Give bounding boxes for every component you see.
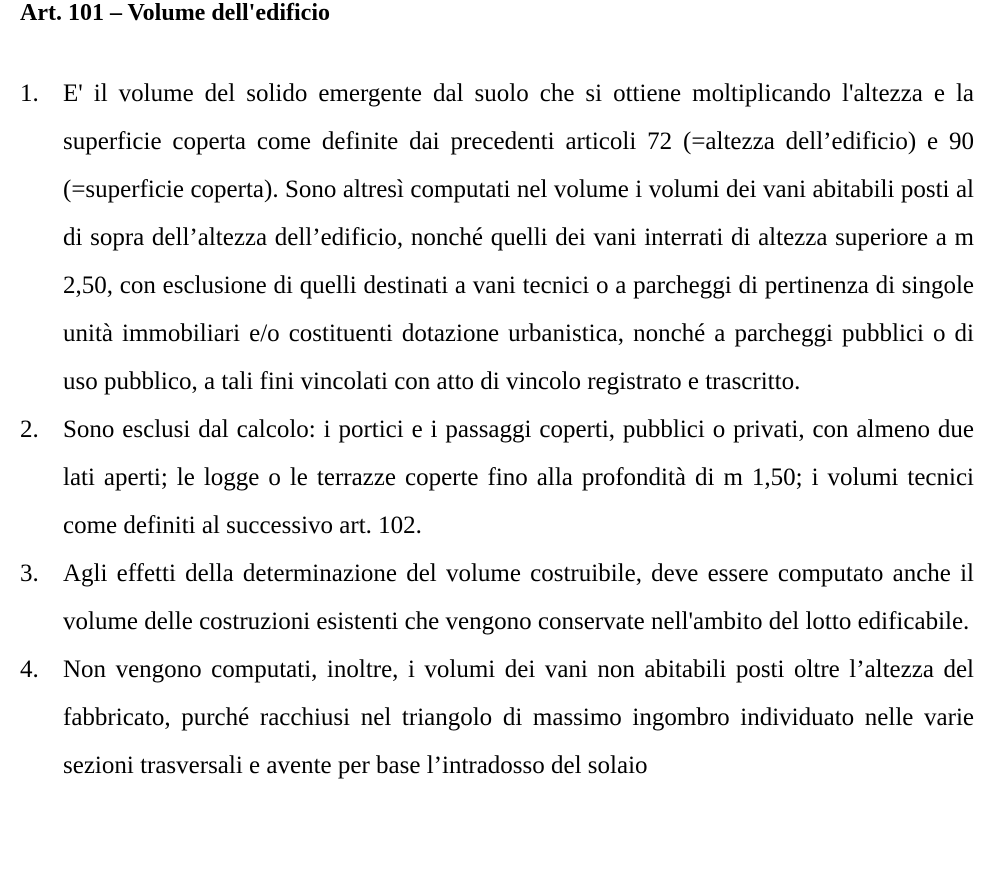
clause-text: Sono esclusi dal calcolo: i portici e i passaggi coperti, pubblici o privati, con almeno due lati aperti; le logge o le terrazze coperte fino alla profondità di m 1,50; i volumi tecnici come definiti al successivo art. 102.	[63, 416, 974, 539]
clause-text: Non vengono computati, inoltre, i volumi dei vani non abitabili posti oltre l’altezza del fabbricato, purché racchiusi nel triangolo di massimo ingombro individuato nelle varie sezioni trasversali e avente per base l’intradosso del solaio	[63, 656, 974, 779]
clause-text: E' il volume del solido emergente dal suolo che si ottiene moltiplicando l'altezza e la superficie coperta come definite dai precedenti articoli 72 (=altezza dell’edificio) e 90 (=superficie coperta). Sono altresì computati nel volume i volumi dei vani abitabili posti al di sopra dell’altezza dell’edificio, nonché quelli dei vani interrati di altezza superiore a m 2,50, con esclusione di quelli destinati a vani tecnici o a parcheggi di pertinenza di singole unità immobiliari e/o costituenti dotazione urbanistica, nonché a parcheggi pubblici o di uso pubblico, a tali fini vincolati con atto di vincolo registrato e trascritto.	[63, 80, 974, 395]
clause-list	[0, 70, 1000, 790]
clause-text: Agli effetti della determinazione del volume costruibile, deve essere computato anche il volume delle costruzioni esistenti che vengono conservate nell'ambito del lotto edificabile.	[63, 560, 974, 635]
clause-2	[0, 406, 1000, 550]
clause-number: 2.	[20, 416, 39, 443]
clause-3	[0, 550, 1000, 646]
clause-number: 4.	[20, 656, 39, 683]
clause-number: 1.	[20, 80, 39, 107]
clause-4	[0, 646, 1000, 790]
clause-1	[0, 70, 1000, 406]
article-title: Art. 101 – Volume dell'edificio	[20, 0, 330, 26]
clause-number: 3.	[20, 560, 39, 587]
